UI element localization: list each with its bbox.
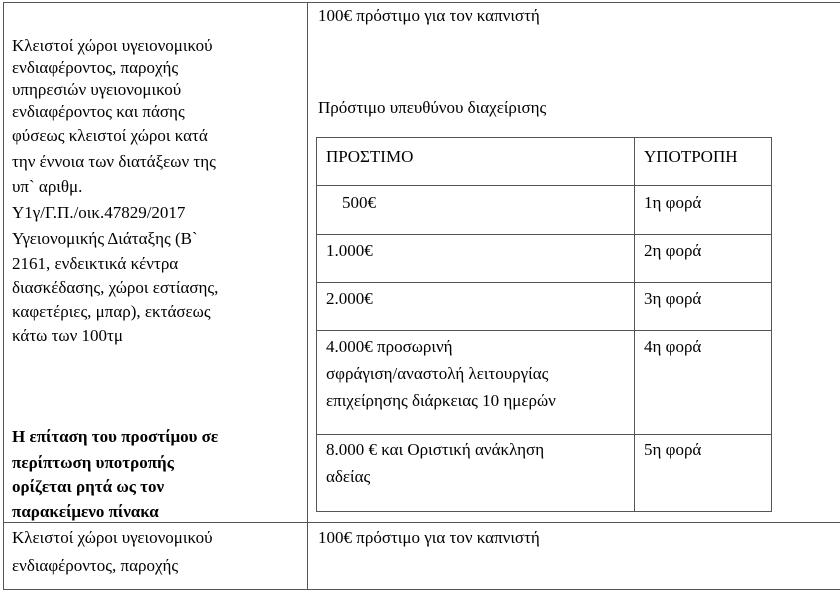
row1-left-line: Κλειστοί χώροι υγειονομικού: [12, 36, 213, 55]
smoker-fine: 100€ πρόστιμο για τον καπνιστή: [318, 6, 540, 25]
outer-column-divider: [307, 2, 308, 590]
row1-left-line: 2161, ενδεικτικά κέντρα: [12, 254, 179, 273]
fine-amount: σφράγιση/αναστολή λειτουργίας: [326, 364, 549, 383]
fine-amount: 500€: [342, 193, 376, 212]
fine-amount: αδείας: [326, 467, 371, 486]
fine-amount: 8.000 € και Οριστική ανάκληση: [326, 440, 545, 459]
repeat-count: 1η φορά: [644, 193, 702, 212]
manager-fine-title: Πρόστιμο υπευθύνου διαχείρισης: [318, 98, 547, 117]
row1-left-line: διασκέδασης, χώροι εστίασης,: [12, 278, 219, 297]
row1-left-bold-line: ορίζεται ρητά ως τον: [12, 477, 165, 496]
row1-left-line: ενδιαφέροντος, παροχής: [12, 58, 179, 77]
row1-left-line: ενδιαφέροντος και πάσης: [12, 102, 185, 121]
fine-amount: επιχείρησης διάρκειας 10 ημερών: [326, 391, 556, 410]
repeat-count: 5η φορά: [644, 440, 702, 459]
row1-left-line: την έννοια των διατάξεων της: [12, 152, 216, 171]
row1-left-bold-line: Η επίταση του προστίμου σε: [12, 427, 219, 446]
row1-left-bold-line: περίπτωση υποτροπής: [12, 453, 174, 472]
row1-left-line: καφετέριες, μπαρ), εκτάσεως: [12, 302, 211, 321]
row1-left-line: κάτω των 100τμ: [12, 326, 123, 345]
fines-table-row-divider: [316, 234, 772, 235]
fines-table-row-divider: [316, 434, 772, 435]
row1-left-line: Υγειονομικής Διάταξης (Β`: [12, 229, 198, 248]
fine-amount: 1.000€: [326, 241, 373, 260]
row1-left-line: Υ1γ/Γ.Π./οικ.47829/2017: [12, 203, 186, 222]
row2-left-line: ενδιαφέροντος, παροχής: [12, 556, 179, 575]
row1-left-line: φύσεως κλειστοί χώροι κατά: [12, 126, 208, 145]
fines-table-row-divider: [316, 330, 772, 331]
row1-left-line: υπ` αριθμ.: [12, 177, 83, 196]
repeat-count: 3η φορά: [644, 289, 702, 308]
smoker-fine: 100€ πρόστιμο για τον καπνιστή: [318, 528, 540, 547]
repeat-count: 2η φορά: [644, 241, 702, 260]
row2-left-line: Κλειστοί χώροι υγειονομικού: [12, 528, 213, 547]
fines-table-column-divider: [634, 137, 635, 512]
row1-left-line: υπηρεσιών υγειονομικού: [12, 80, 182, 99]
row1-left-bold-line: παρακείμενο πίνακα: [12, 502, 159, 521]
fine-amount: 4.000€ προσωρινή: [326, 337, 453, 356]
repeat-count: 4η φορά: [644, 337, 702, 356]
fines-header-fine: ΠΡΟΣΤΙΜΟ: [326, 147, 414, 166]
fines-table-row-divider: [316, 282, 772, 283]
fines-header-repeat: ΥΠΟΤΡΟΠΗ: [644, 147, 738, 166]
fines-table-row-divider: [316, 185, 772, 186]
fine-amount: 2.000€: [326, 289, 373, 308]
